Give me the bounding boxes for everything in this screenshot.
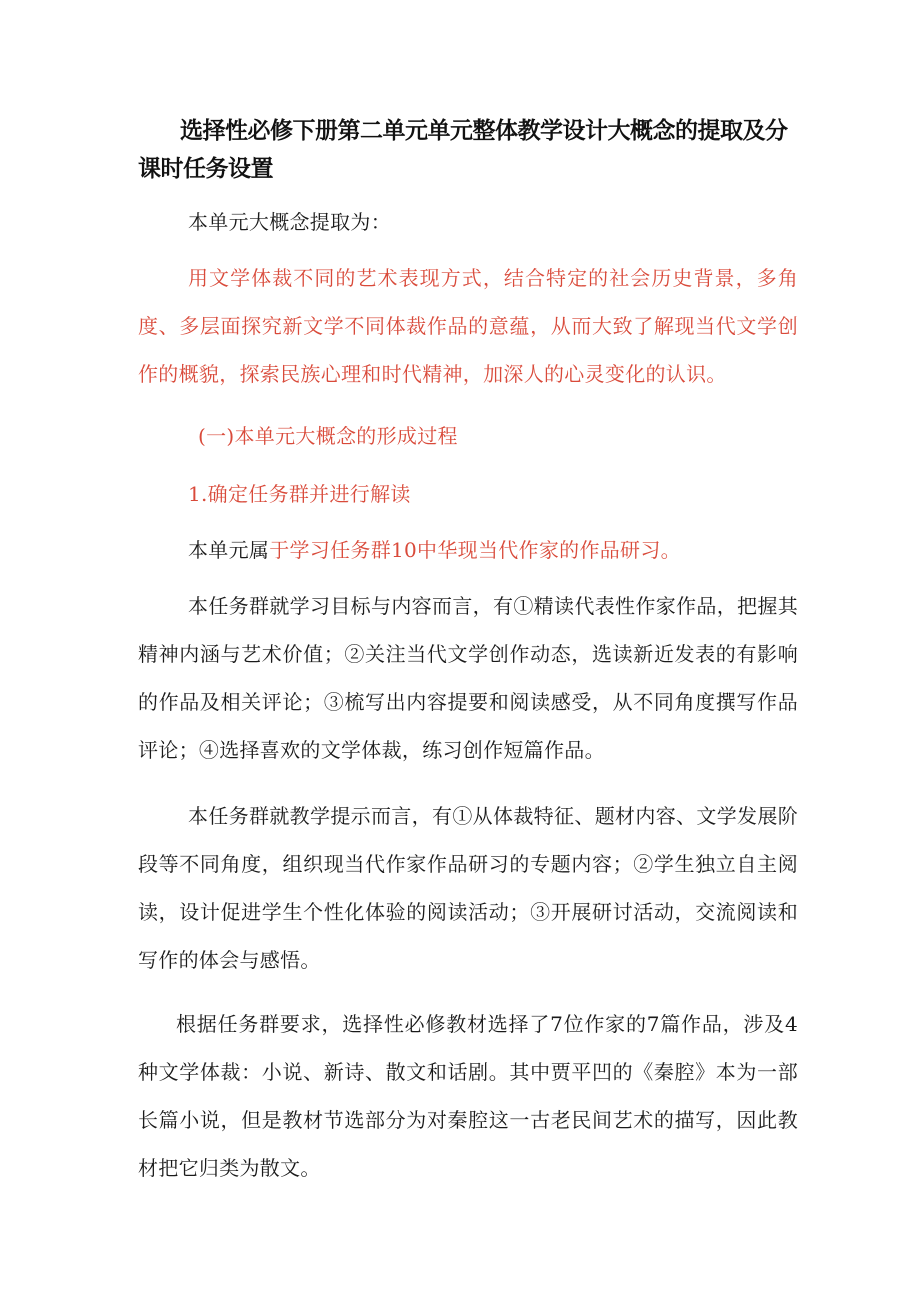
intro-paragraph: 本单元大概念提取为： bbox=[188, 210, 391, 234]
subsection-heading: 1.确定任务群并进行解读 bbox=[188, 482, 411, 506]
selected-works-paragraph: 根据任务群要求，选择性必修教材选择了7位作家的7篇作品，涉及4种文学体裁：小说、新诗、散文和话剧。其中贾平凹的《秦腔》本为一部长篇小说，但是教材节选部分为对秦腔这一古老民间艺术的描写，因此教材把它归类为散文。 bbox=[138, 1012, 798, 1180]
learning-goals-paragraph: 本任务群就学习目标与内容而言，有①精读代表性作家作品，把握其精神内涵与艺术价值；②关注当代文学创作动态，选读新近发表的有影响的作品及相关评论；③梳写出内容提要和阅读感受，从不同角度撰写作品评论；④选择喜欢的文学体裁，练习创作短篇作品。 bbox=[138, 594, 798, 762]
task-group-highlight: 于学习任务群10中华现当代作家的作品研习。 bbox=[269, 538, 681, 562]
teaching-tips-paragraph: 本任务群就教学提示而言，有①从体裁特征、题材内容、文学发展阶段等不同角度，组织现当代作家作品研习的专题内容；②学生独立自主阅读，设计促进学生个性化体验的阅读活动；③开展研讨活动，交流阅读和写作的体会与感悟。 bbox=[138, 804, 798, 972]
task-group-paragraph bbox=[138, 526, 798, 574]
document-title: 选择性必修下册第二单元单元整体教学设计大概念的提取及分课时任务设置 bbox=[138, 118, 788, 182]
big-concept-paragraph: 用文学体裁不同的艺术表现方式，结合特定的社会历史背景，多角度、多层面探究新文学不同体裁作品的意蕴，从而大致了解现当代文学创作的概貌，探索民族心理和时代精神，加深人的心灵变化的认识。 bbox=[138, 266, 798, 386]
section-heading: (一)本单元大概念的形成过程 bbox=[198, 424, 458, 448]
task-group-prefix: 本单元属 bbox=[188, 538, 270, 562]
